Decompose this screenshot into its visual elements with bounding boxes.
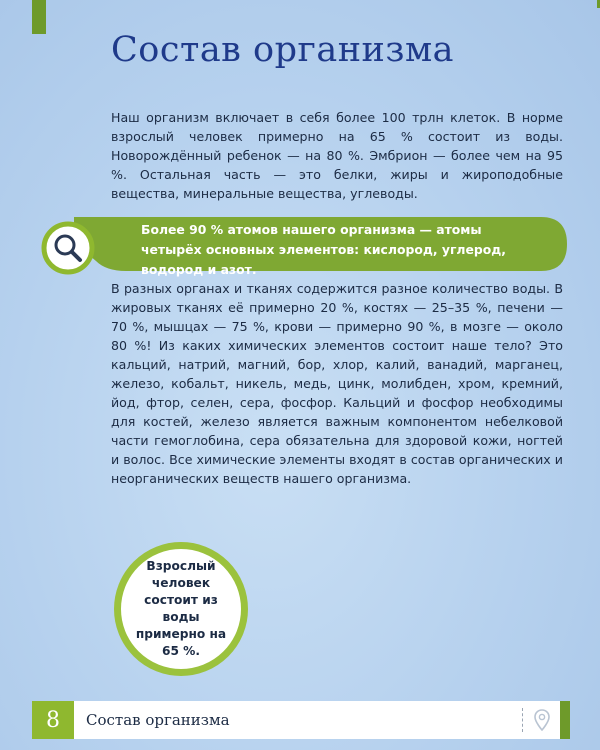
bubble-text: Взрослый человек состоит из воды примерно на 65 %. (135, 559, 227, 658)
fact-callout (34, 213, 569, 275)
intro-paragraph: Наш организм включает в себя более 100 трлн клеток. В норме взрослый человек примерно на 65 % состоит из воды. Новорождённый ребенок — на 80 %. Эмбрион — более чем на 95 %. Остальная часть — это белки, жиры и жироподобные вещества, минеральные вещества, углеводы. (111, 110, 563, 201)
footer-title: Состав организма (86, 711, 230, 729)
footer-divider (522, 708, 524, 732)
location-pin-icon (534, 709, 550, 731)
main-paragraph: В разных органах и тканях содержится разное количество воды. В жировых тканях её примерно 20 %, костях — 25–35 %, печени — 70 %, мышцах — 75 %, крови — примерно 90 %, в мозге — около 80 %! Из каких химических элементов состоит наше тело? Это кальций, натрий, магний, бор, хлор, калий, ванадий, марганец, железо, кобальт, никель, медь, цинк, молибден, хром, кремний, йод, фтор, селен, сера, фосфор. Кальций и фосфор необходимы для костей, железо является важным компонентом небелковой части гемоглобина, сера обязательна для здоровой кожи, ногтей и волос. Все химические элементы входят в состав органических и неорганических веществ нашего организма. (111, 281, 563, 486)
page-number: 8 (32, 701, 74, 739)
footer-accent-bar (560, 701, 570, 739)
page-title: Состав организма (111, 30, 455, 70)
callout-text: Более 90 % атомов нашего организма — атомы четырёх основных элементов: кислород, углерод, водород и азот. (141, 222, 506, 277)
page-footer (32, 701, 570, 739)
fact-bubble (114, 542, 248, 676)
top-accent-strip (32, 0, 46, 34)
